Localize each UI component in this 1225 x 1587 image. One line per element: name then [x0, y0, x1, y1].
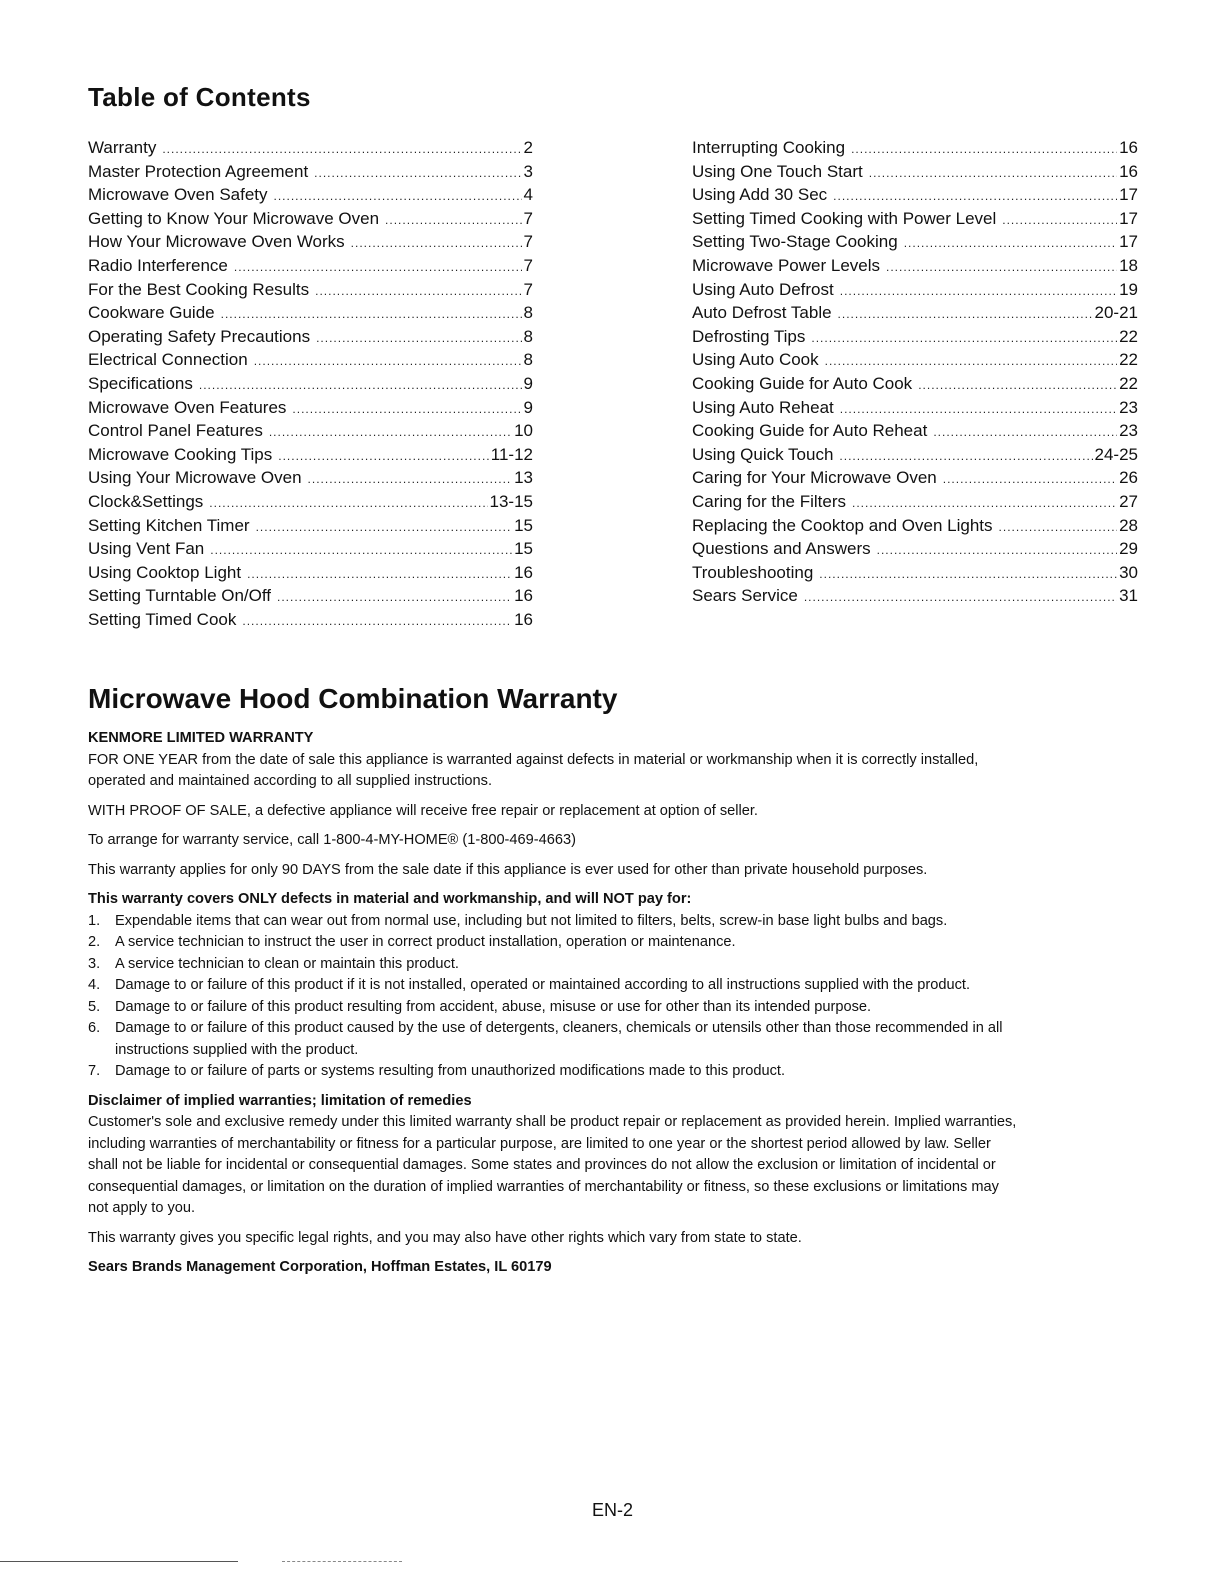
toc-entry-page: 7 [523, 232, 533, 252]
legal-rights-paragraph: This warranty gives you specific legal rights, and you may also have other rights which vary from state to state. [88, 1229, 802, 1246]
toc-entry-leader [886, 256, 1117, 280]
exclusion-item [88, 1018, 1023, 1061]
exclusion-item [88, 1061, 1023, 1083]
toc-entry [692, 514, 1138, 538]
toc-entry-leader [292, 398, 521, 422]
toc-entry-leader [833, 185, 1117, 209]
toc-entry-label: Setting Timed Cook [88, 609, 237, 629]
warranty-paragraph-one-year: FOR ONE YEAR from the date of sale this appliance is warranted against defects in material or workmanship when it is correctly installed, operated and maintained according to all supplied instructions. [88, 751, 979, 789]
toc-entry-label: Using One Touch Start [692, 161, 863, 181]
toc-entry-page: 22 [1119, 373, 1138, 393]
toc-entry-page: 8 [523, 326, 533, 346]
toc-entry-leader [839, 445, 1092, 469]
toc-entry [692, 537, 1138, 561]
exclusion-number: 6. [88, 1020, 101, 1036]
toc-entry [692, 372, 1138, 396]
toc-entry-label: Setting Two-Stage Cooking [692, 232, 898, 252]
exclusion-item [88, 911, 1023, 933]
toc-entry-page: 16 [514, 562, 533, 582]
toc-entry-leader [351, 232, 522, 256]
toc-entry-label: Cooking Guide for Auto Reheat [692, 421, 928, 441]
toc-entry-label: Setting Timed Cooking with Power Level [692, 208, 997, 228]
disclaimer-paragraph: Customer's sole and exclusive remedy under this limited warranty shall be product repair or replacement as provided herein. Implied warranties, including warranties of merchantability or fitness for a particular purpose, are limited to one year or the shortest period allowed by law. Seller shall not be liable for incidental or consequential damages. Some states and provinces do not allow the exclusion or limitation of incidental or consequential damages, or limitation on the duration of implied warranties of merchantability or fitness, so these exclusions or limitations may not apply to you. [88, 1114, 1017, 1216]
toc-entry-label: Control Panel Features [88, 421, 263, 441]
toc-entry [88, 301, 533, 325]
toc-entry-leader [825, 350, 1117, 374]
toc-entry-leader [315, 280, 521, 304]
toc-entry-page: 2 [523, 138, 533, 157]
toc-entry-label: Cooking Guide for Auto Cook [692, 373, 913, 393]
toc-entry-page: 17 [1119, 232, 1138, 252]
exclusion-text: Damage to or failure of this product resulting from accident, abuse, misuse or use for other than its intended purpose. [115, 998, 872, 1015]
exclusion-item [88, 975, 1023, 997]
toc-entry-page: 22 [1119, 326, 1138, 346]
toc-entry-page: 8 [523, 350, 533, 370]
toc-entry-leader [162, 138, 521, 162]
toc-entry [692, 278, 1138, 302]
exclusion-text: A service technician to clean or maintain this product. [115, 955, 459, 972]
toc-entry-leader [199, 374, 522, 398]
toc-entry [88, 490, 533, 514]
toc-entry [88, 608, 533, 632]
exclusion-number: 2. [88, 934, 101, 950]
exclusion-text: Damage to or failure of this product caused by the use of detergents, cleaners, chemicals or utensils other than those recommended in all instructions supplied with the product. [115, 1020, 1003, 1058]
toc-entry-leader [851, 138, 1117, 162]
toc-entry-page: 7 [523, 255, 533, 275]
toc-entry-label: Cookware Guide [88, 303, 215, 323]
toc-entry [88, 372, 533, 396]
exclusion-text: A service technician to instruct the user in correct product installation, operation or maintenance. [115, 934, 736, 950]
toc-title: Table of Contents [88, 82, 311, 112]
toc-entry [88, 537, 533, 561]
toc-entry-page: 15 [514, 539, 533, 559]
toc-entry [88, 183, 533, 207]
toc-entry-leader [247, 563, 512, 587]
toc-entry-page: 23 [1119, 421, 1138, 441]
toc-entry [692, 443, 1138, 467]
toc-entry-leader [933, 421, 1117, 445]
exclusion-text: Damage to or failure of this product if it is not installed, operated or maintained according to all instructions supplied with the product. [115, 977, 971, 993]
toc-entry-label: How Your Microwave Oven Works [88, 232, 345, 252]
toc-entry [88, 136, 533, 160]
toc-entry-label: Electrical Connection [88, 350, 248, 370]
toc-entry-label: Using Cooktop Light [88, 562, 242, 582]
toc-entry [692, 466, 1138, 490]
toc-entry-leader [840, 398, 1117, 422]
toc-entry [88, 254, 533, 278]
toc-entry [692, 207, 1138, 231]
toc-entry-label: Using Add 30 Sec [692, 185, 828, 205]
toc-entry-page: 16 [1119, 161, 1138, 181]
toc-entry [692, 160, 1138, 184]
toc-entry-leader [209, 492, 487, 516]
toc-entry [692, 396, 1138, 420]
toc-entry-leader [254, 350, 522, 374]
toc-entry-page: 7 [523, 208, 533, 228]
toc-entry-label: Questions and Answers [692, 539, 871, 559]
toc-entry-label: For the Best Cooking Results [88, 279, 310, 299]
toc-entry-label: Master Protection Agreement [88, 161, 309, 181]
toc-entry-leader [256, 516, 513, 540]
exclusion-number: 1. [88, 912, 101, 929]
toc-entry-page: 10 [514, 421, 533, 441]
warranty-body [88, 728, 1023, 1287]
exclusion-number: 5. [88, 998, 101, 1015]
toc-entry-page: 22 [1119, 350, 1138, 370]
toc-entry-page: 24-25 [1094, 444, 1138, 464]
toc-entry-leader [943, 468, 1117, 492]
toc-entry-label: Operating Safety Precautions [88, 326, 311, 346]
toc-entry-leader [277, 586, 512, 610]
exclusion-number: 3. [88, 955, 101, 972]
toc-entry [692, 584, 1138, 608]
toc-entry-leader [869, 162, 1117, 186]
toc-entry [692, 254, 1138, 278]
toc-entry-leader [819, 563, 1117, 587]
toc-entry-leader [918, 374, 1117, 398]
toc-entry-leader [274, 185, 522, 209]
toc-entry-page: 18 [1119, 255, 1138, 275]
toc-entry [88, 207, 533, 231]
toc-entry-label: Clock&Settings [88, 491, 204, 511]
toc-entry [692, 183, 1138, 207]
toc-entry-leader [234, 256, 522, 280]
toc-entry-page: 7 [523, 279, 533, 299]
toc-entry-page: 30 [1119, 562, 1138, 582]
toc-entry-leader [242, 610, 512, 634]
toc-entry-leader [877, 539, 1117, 563]
toc-entry-label: Defrosting Tips [692, 326, 806, 346]
coverage-heading: This warranty covers ONLY defects in material and workmanship, and will NOT pay for: [88, 891, 692, 907]
toc-entry [692, 230, 1138, 254]
page-number: EN-2 [591, 1500, 633, 1520]
toc-entry [88, 561, 533, 585]
toc-entry-leader [904, 232, 1117, 256]
toc-entry-page: 31 [1119, 586, 1138, 606]
toc-entry-page: 13 [514, 468, 533, 488]
toc-entry-page: 4 [523, 185, 533, 205]
toc-entry-page: 26 [1119, 468, 1138, 488]
toc-entry-page: 16 [1119, 138, 1138, 157]
toc-entry-label: Caring for Your Microwave Oven [692, 468, 937, 488]
toc-entry [692, 325, 1138, 349]
toc-entry [692, 561, 1138, 585]
toc-entry-label: Microwave Oven Features [88, 397, 287, 417]
exclusion-number: 7. [88, 1063, 101, 1079]
toc-entry-page: 28 [1119, 515, 1138, 535]
toc-entry-label: Microwave Oven Safety [88, 185, 268, 205]
limited-warranty-heading: KENMORE LIMITED WARRANTY [88, 730, 314, 746]
toc-entry-label: Specifications [88, 373, 193, 393]
toc-left-column [88, 136, 533, 631]
toc-entry-label: Setting Turntable On/Off [88, 586, 272, 606]
exclusion-item [88, 932, 1023, 954]
exclusion-number: 4. [88, 977, 101, 993]
toc-entry-label: Sears Service [692, 586, 798, 606]
toc-entry-leader [852, 492, 1117, 516]
toc-entry-page: 3 [523, 161, 533, 181]
toc-entry-label: Using Auto Cook [692, 350, 819, 370]
exclusion-item [88, 997, 1023, 1019]
toc-entry-label: Troubleshooting [692, 562, 814, 582]
toc-entry-leader [811, 327, 1117, 351]
toc-entry [88, 443, 533, 467]
toc-entry [692, 348, 1138, 372]
toc-entry-label: Radio Interference [88, 255, 228, 275]
toc-entry-page: 11-12 [490, 444, 533, 464]
toc-entry [88, 160, 533, 184]
toc-entry-leader [804, 586, 1117, 610]
toc-entry-leader [1002, 209, 1117, 233]
toc-entry-label: Setting Kitchen Timer [88, 515, 250, 535]
toc-entry-label: Using Auto Defrost [692, 279, 834, 299]
toc-entry-page: 17 [1119, 208, 1138, 228]
exclusion-text: Damage to or failure of parts or systems resulting from unauthorized modifications made to this product. [115, 1063, 786, 1079]
company-address: Sears Brands Management Corporation, Hoffman Estates, IL 60179 [88, 1259, 552, 1275]
exclusion-text: Expendable items that can wear out from normal use, including but not limited to filters, belts, screw-in base light bulbs and bags. [115, 912, 948, 929]
warranty-title: Microwave Hood Combination Warranty [88, 683, 618, 714]
toc-entry-leader [840, 280, 1117, 304]
toc-entry-leader [316, 327, 521, 351]
toc-entry [88, 230, 533, 254]
toc-entry [692, 136, 1138, 160]
toc-entry [88, 584, 533, 608]
toc-entry-label: Using Auto Reheat [692, 397, 834, 417]
toc-entry-page: 27 [1119, 491, 1138, 511]
toc-entry-page: 23 [1119, 397, 1138, 417]
toc-entry-label: Warranty [88, 138, 157, 157]
toc-entry-label: Using Vent Fan [88, 539, 205, 559]
toc-entry [692, 301, 1138, 325]
warranty-paragraph-proof-of-sale: WITH PROOF OF SALE, a defective appliance will receive free repair or replacement at option of seller. [88, 802, 758, 819]
toc-entry-page: 16 [514, 609, 533, 629]
toc-entry [88, 278, 533, 302]
toc-entry-leader [314, 162, 521, 186]
toc-entry [88, 466, 533, 490]
scan-edge-line-dashed [282, 1561, 402, 1562]
toc-entry-label: Microwave Power Levels [692, 255, 881, 275]
toc-entry-leader [221, 303, 522, 327]
toc-entry-label: Auto Defrost Table [692, 303, 832, 323]
toc-entry-leader [385, 209, 521, 233]
toc-entry [88, 396, 533, 420]
toc-entry-label: Microwave Cooking Tips [88, 444, 273, 464]
toc-right-column [692, 136, 1138, 608]
warranty-paragraph-service-phone: To arrange for warranty service, call 1-800-4-MY-HOME® (1-800-469-4663) [88, 832, 576, 848]
toc-entry-page: 17 [1119, 185, 1138, 205]
toc-entry-page: 9 [523, 373, 533, 393]
toc-entry-leader [210, 539, 512, 563]
toc-entry-page: 9 [523, 397, 533, 417]
disclaimer-heading: Disclaimer of implied warranties; limitation of remedies [88, 1092, 472, 1109]
toc-entry [88, 514, 533, 538]
toc-entry-leader [838, 303, 1093, 327]
toc-entry-page: 16 [514, 586, 533, 606]
toc-entry-leader [308, 468, 513, 492]
toc-entry-page: 29 [1119, 539, 1138, 559]
toc-entry-label: Caring for the Filters [692, 491, 846, 511]
toc-entry-page: 20-21 [1094, 303, 1138, 323]
toc-entry [88, 348, 533, 372]
toc-entry-leader [269, 421, 512, 445]
toc-entry-page: 15 [514, 515, 533, 535]
toc-entry-label: Using Your Microwave Oven [88, 468, 302, 488]
toc-entry [692, 419, 1138, 443]
warranty-paragraph-90-days: This warranty applies for only 90 DAYS from the sale date if this appliance is ever used for other than private household purposes. [88, 861, 928, 878]
toc-entry-label: Using Quick Touch [692, 444, 834, 464]
toc-entry-leader [278, 445, 489, 469]
toc-entry-label: Getting to Know Your Microwave Oven [88, 208, 380, 228]
toc-entry-page: 13-15 [489, 491, 533, 511]
toc-entry [692, 490, 1138, 514]
toc-entry [88, 419, 533, 443]
toc-entry [88, 325, 533, 349]
exclusion-item [88, 954, 1023, 976]
toc-entry-page: 8 [523, 303, 533, 323]
exclusions-list [88, 911, 1023, 1083]
toc-entry-label: Replacing the Cooktop and Oven Lights [692, 515, 993, 535]
scan-edge-line [0, 1561, 238, 1562]
toc-entry-page: 19 [1119, 279, 1138, 299]
toc-entry-leader [999, 516, 1118, 540]
toc-entry-label: Interrupting Cooking [692, 138, 846, 157]
